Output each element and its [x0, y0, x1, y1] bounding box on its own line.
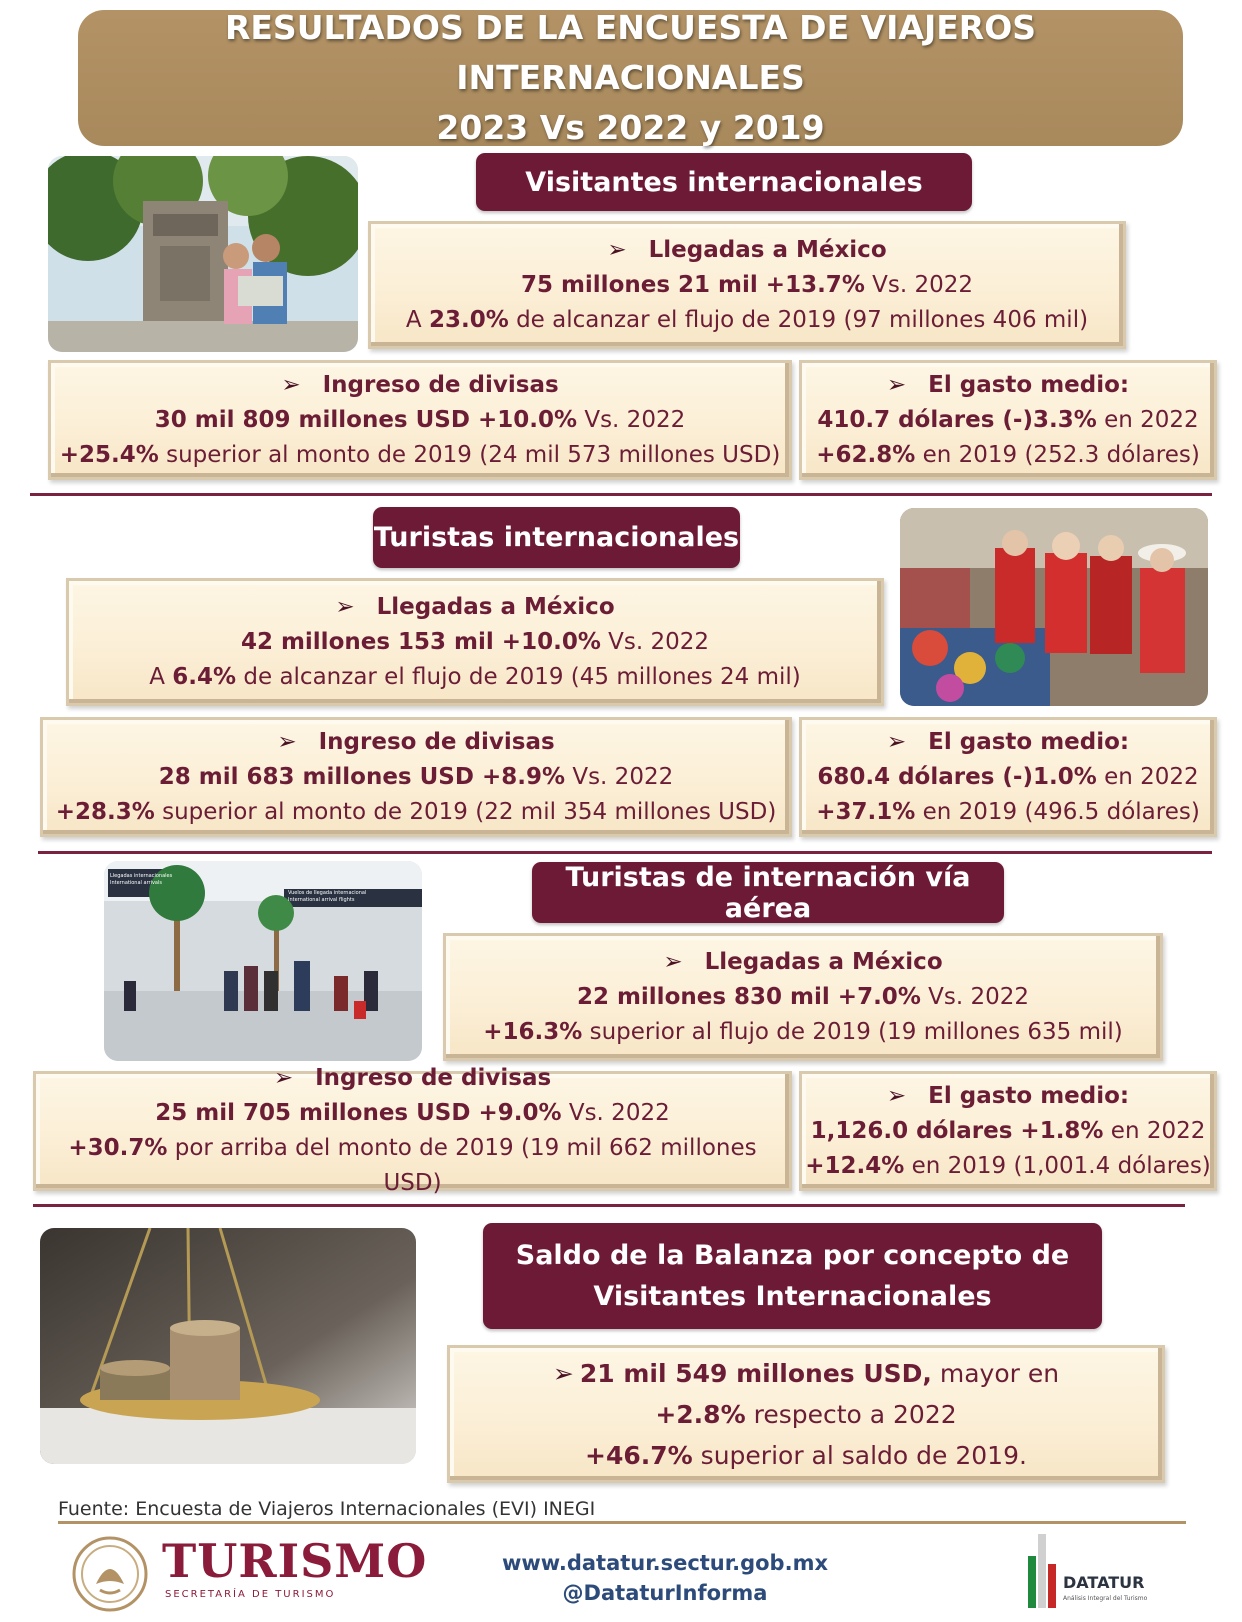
footer-divider [58, 1521, 1186, 1524]
arrow-icon: ➢ [335, 593, 355, 620]
separator [33, 1204, 1185, 1207]
photo-scale-with-coins [40, 1228, 416, 1464]
aerea-arrivals-line3: +16.3% superior al flujo de 2019 (19 millones 635 mil) [483, 1018, 1123, 1045]
datatur-subtitle: Análisis Integral del Turismo [1063, 1595, 1148, 1602]
aerea-spend-line2: 1,126.0 dólares +1.8% en 2022 [810, 1117, 1206, 1144]
arrow-icon: ➢ [273, 1065, 294, 1091]
turistas-arrivals-box [66, 578, 884, 706]
separator [30, 493, 1212, 496]
saldo-header-line-1: Saldo de la Balanza por concepto de [515, 1240, 1070, 1271]
aerea-spend-box [799, 1071, 1217, 1191]
datatur-logo-icon [1028, 1534, 1058, 1608]
arrow-icon: ➢ [552, 1358, 574, 1388]
visitantes-spend-box [799, 360, 1217, 480]
aerea-arrivals-line2: 22 millones 830 mil +7.0% Vs. 2022 [576, 983, 1030, 1010]
social-handle-link[interactable]: @DataturInforma [562, 1581, 768, 1605]
photo-sign-text: International arrival flights [288, 897, 355, 903]
aerea-arrivals-box [443, 933, 1163, 1061]
saldo-header-line-2: Visitantes Internacionales [593, 1281, 992, 1312]
section-header-visitantes: Visitantes internacionales [476, 153, 972, 211]
turistas-arrivals-line3: A 6.4% de alcanzar el flujo de 2019 (45 millones 24 mil) [149, 663, 801, 690]
title-line-1: RESULTADOS DE LA ENCUESTA DE VIAJEROS INTERNACIONALES [224, 8, 1037, 97]
footer-links [470, 1548, 860, 1608]
aerea-arrivals-heading: ➢ Llegadas a México [663, 945, 942, 980]
arrow-icon: ➢ [886, 728, 907, 755]
visitantes-spend-line3: +62.8% en 2019 (252.3 dólares) [816, 441, 1200, 468]
visitantes-arrivals-line3: A 23.0% de alcanzar el flujo de 2019 (97 millones 406 mil) [405, 306, 1089, 333]
turistas-income-line2: 28 mil 683 millones USD +8.9% Vs. 2022 [158, 763, 674, 790]
saldo-line-1: ➢ 21 mil 549 millones USD, mayor en [553, 1353, 1059, 1394]
turistas-arrivals-heading: ➢ Llegadas a México [335, 590, 614, 625]
saldo-line-2: +2.8% respecto a 2022 [655, 1399, 957, 1429]
photo-sign-text: Vuelos de llegada internacional [288, 890, 367, 896]
turismo-logo-text: TURISMO [162, 1534, 428, 1588]
title-line-2: 2023 Vs 2022 y 2019 [436, 108, 825, 147]
turistas-income-heading: ➢ Ingreso de divisas [277, 725, 554, 760]
turistas-spend-line2: 680.4 dólares (-)1.0% en 2022 [817, 763, 1199, 790]
turistas-spend-box [799, 717, 1217, 837]
visitantes-income-heading: ➢ Ingreso de divisas [281, 368, 558, 403]
visitantes-income-line3: +25.4% superior al monto de 2019 (24 mil 573 millones USD) [59, 441, 781, 468]
photo-sign-text: Llegadas internacionales [110, 873, 173, 879]
aerea-income-line3: +30.7% por arriba del monto de 2019 (19 mil 662 millones USD) [68, 1135, 757, 1196]
arrow-icon: ➢ [663, 948, 683, 975]
visitantes-arrivals-heading: ➢ Llegadas a México [607, 233, 886, 268]
aerea-spend-heading: ➢ El gasto medio: [887, 1079, 1129, 1114]
photo-tourists-market [900, 508, 1208, 706]
section-header-via-aerea: Turistas de internación vía aérea [532, 862, 1004, 923]
title-banner [78, 10, 1183, 146]
arrow-icon: ➢ [607, 236, 627, 263]
arrow-icon: ➢ [886, 1082, 907, 1109]
section-header-turistas: Turistas internacionales [373, 507, 740, 568]
aerea-spend-line3: +12.4% en 2019 (1,001.4 dólares) [805, 1152, 1211, 1179]
saldo-line-3: +46.7% superior al saldo de 2019. [585, 1440, 1027, 1470]
aerea-income-line2: 25 mil 705 millones USD +9.0% Vs. 2022 [155, 1100, 670, 1126]
photo-airport-arrivals [104, 861, 422, 1061]
photo-sign-text: International arrivals [110, 880, 162, 886]
separator [38, 851, 1212, 854]
aerea-income-box [33, 1065, 792, 1196]
visitantes-spend-heading: ➢ El gasto medio: [887, 368, 1129, 403]
secretaria-text: SECRETARÍA DE TURISMO [165, 1589, 336, 1600]
website-link[interactable]: www.datatur.sectur.gob.mx [502, 1551, 828, 1575]
turistas-income-box [40, 717, 792, 837]
visitantes-income-box [48, 360, 792, 480]
arrow-icon: ➢ [277, 728, 297, 755]
coat-of-arms-icon [70, 1534, 150, 1614]
section-header-saldo [483, 1223, 1102, 1329]
photo-couple-with-map [48, 156, 358, 352]
arrow-icon: ➢ [886, 371, 907, 398]
visitantes-arrivals-line2: 75 millones 21 mil +13.7% Vs. 2022 [520, 271, 974, 298]
visitantes-income-line2: 30 mil 809 millones USD +10.0% Vs. 2022 [154, 406, 686, 433]
visitantes-arrivals-box [368, 221, 1126, 349]
turistas-spend-heading: ➢ El gasto medio: [887, 725, 1129, 760]
aerea-income-heading: ➢ Ingreso de divisas [274, 1061, 551, 1096]
source-note: Fuente: Encuesta de Viajeros Internacionales (EVI) INEGI [58, 1498, 596, 1520]
saldo-box [447, 1345, 1165, 1483]
turistas-spend-line3: +37.1% en 2019 (496.5 dólares) [816, 798, 1200, 825]
arrow-icon: ➢ [281, 371, 301, 398]
datatur-logo-text: DATATUR [1063, 1573, 1145, 1592]
turistas-arrivals-line2: 42 millones 153 mil +10.0% Vs. 2022 [240, 628, 710, 655]
visitantes-spend-line2: 410.7 dólares (-)3.3% en 2022 [817, 406, 1199, 433]
turistas-income-line3: +28.3% superior al monto de 2019 (22 mil 354 millones USD) [55, 798, 777, 825]
